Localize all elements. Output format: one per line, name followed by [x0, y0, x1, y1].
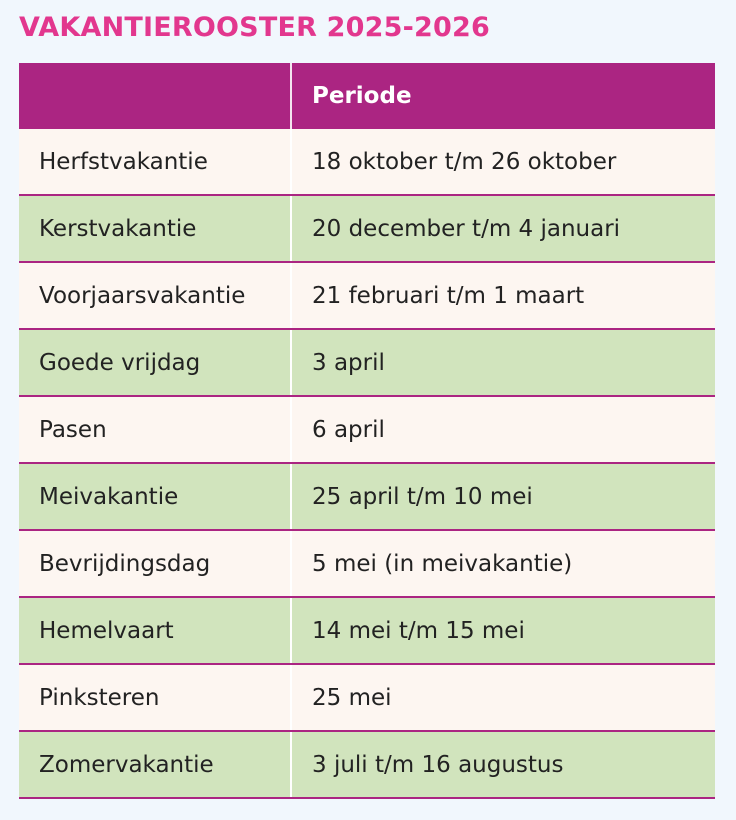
holiday-name: Meivakantie: [19, 463, 291, 530]
table-row: [19, 329, 715, 396]
header-cell-period: Periode: [291, 63, 715, 129]
holiday-period: 25 april t/m 10 mei: [291, 463, 715, 530]
vacation-table: [19, 63, 715, 799]
holiday-period: 3 april: [291, 329, 715, 396]
table-row: [19, 463, 715, 530]
holiday-period: 3 juli t/m 16 augustus: [291, 731, 715, 798]
holiday-name: Bevrijdingsdag: [19, 530, 291, 597]
page-title: VAKANTIEROOSTER 2025-2026: [19, 12, 490, 43]
header-cell-name: [19, 63, 291, 129]
holiday-period: 6 april: [291, 396, 715, 463]
table-row: [19, 530, 715, 597]
table-row: [19, 195, 715, 262]
table-row: [19, 731, 715, 798]
holiday-period: 18 oktober t/m 26 oktober: [291, 129, 715, 195]
table-row: [19, 664, 715, 731]
table-row: [19, 129, 715, 195]
holiday-name: Voorjaarsvakantie: [19, 262, 291, 329]
holiday-name: Hemelvaart: [19, 597, 291, 664]
holiday-name: Zomervakantie: [19, 731, 291, 798]
table-row: [19, 262, 715, 329]
holiday-period: 21 februari t/m 1 maart: [291, 262, 715, 329]
holiday-period: 5 mei (in meivakantie): [291, 530, 715, 597]
table-row: [19, 597, 715, 664]
holiday-period: 25 mei: [291, 664, 715, 731]
holiday-name: Kerstvakantie: [19, 195, 291, 262]
holiday-name: Pinksteren: [19, 664, 291, 731]
holiday-name: Goede vrijdag: [19, 329, 291, 396]
holiday-name: Pasen: [19, 396, 291, 463]
table-row: [19, 396, 715, 463]
holiday-name: Herfstvakantie: [19, 129, 291, 195]
holiday-period: 14 mei t/m 15 mei: [291, 597, 715, 664]
table-header-row: [19, 63, 715, 129]
holiday-period: 20 december t/m 4 januari: [291, 195, 715, 262]
